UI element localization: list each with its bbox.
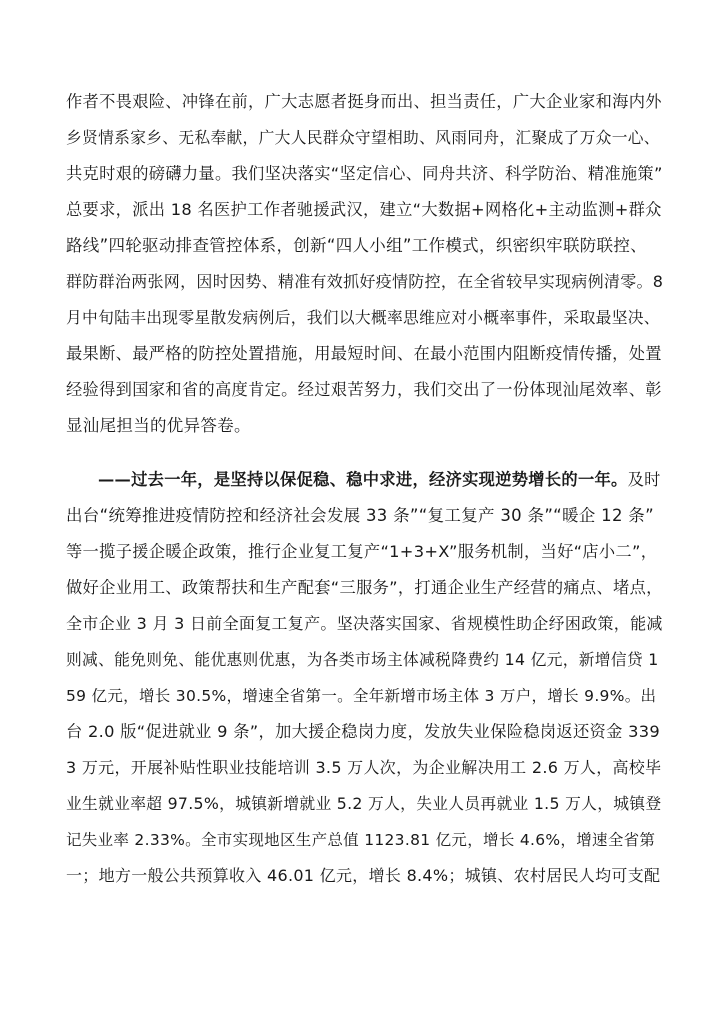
- text-line: 一；地方一般公共预算收入 46.01 亿元，增长 8.4%；城镇、农村居民人均可支配: [66, 866, 661, 885]
- text-line: 做好企业用工、政策帮扶和生产配套“三服务”，打通企业生产经营的痛点、堵点，: [66, 578, 663, 597]
- text-line: 全市企业 3 月 3 日前全面复工复产。坚决落实国家、省规模性助企纾困政策，能减: [66, 614, 663, 633]
- text-line: 出台“统筹推进疫情防控和经济社会发展 33 条”“复工复产 30 条”“暖企 12 条”: [66, 506, 654, 525]
- text-line: 业生就业率超 97.5%，城镇新增就业 5.2 万人，失业人员再就业 1.5 万人，城镇登: [66, 794, 662, 813]
- text-line: 台 2.0 版“促进就业 9 条”，加大援企稳岗力度，发放失业保险稳岗返还资金 339: [66, 722, 661, 741]
- text-line: 总要求，派出 18 名医护工作者驰援武汉，建立“大数据+网格化+主动监测+群众: [66, 200, 662, 219]
- text-line: 记失业率 2.33%。全市实现地区生产总值 1123.81 亿元，增长 4.6%，增速全省第: [66, 831, 656, 849]
- text-line: 作者不畏艰险、冲锋在前，广大志愿者挺身而出、担当责任，广大企业家和海内外: [66, 92, 662, 111]
- text-line: 经验得到国家和省的高度肯定。经过艰苦努力，我们交出了一份体现汕尾效率、彰: [66, 380, 662, 399]
- paragraph-lead-heading: ——过去一年，是坚持以保促稳、稳中求进，经济实现逆势增长的一年。: [98, 470, 628, 489]
- text-line: 路线”四轮驱动排查管控体系，创新“四人小组”工作模式，织密织牢联防联控、: [66, 236, 647, 255]
- text-line: 群防群治两张网，因时因势、精准有效抓好疫情防控，在全省较早实现病例清零。8: [66, 272, 664, 291]
- text-line: 显汕尾担当的优异答卷。: [66, 416, 251, 435]
- text-line: 则减、能免则免、能优惠则优惠，为各类市场主体减税降费约 14 亿元，新增信贷 1: [66, 650, 659, 669]
- text-line: 59 亿元，增长 30.5%，增速全省第一。全年新增市场主体 3 万户，增长 9.9%。出: [66, 687, 657, 705]
- text-line: 月中旬陆丰出现零星散发病例后，我们以大概率思维应对小概率事件，采取最坚决、: [66, 308, 660, 327]
- text-line: 乡贤情系家乡、无私奉献，广大人民群众守望相助、风雨同舟，汇聚成了万众一心、: [66, 128, 660, 147]
- text-line: 共克时艰的磅礴力量。我们坚决落实“坚定信心、同舟共济、科学防治、精准施策”: [66, 164, 663, 183]
- text-line: 最果断、最严格的防控处置措施，用最短时间、在最小范围内阻断疫情传播，处置: [66, 344, 662, 363]
- paragraph-first-line: [98, 470, 661, 490]
- text-line: 3 万元，开展补贴性职业技能培训 3.5 万人次，为企业解决用工 2.6 万人，高校毕: [66, 758, 662, 777]
- text-span: 及时: [627, 470, 661, 489]
- text-line: 等一揽子援企暖企政策，推行企业复工复产“1+3+X”服务机制，当好“店小二”，: [66, 542, 658, 561]
